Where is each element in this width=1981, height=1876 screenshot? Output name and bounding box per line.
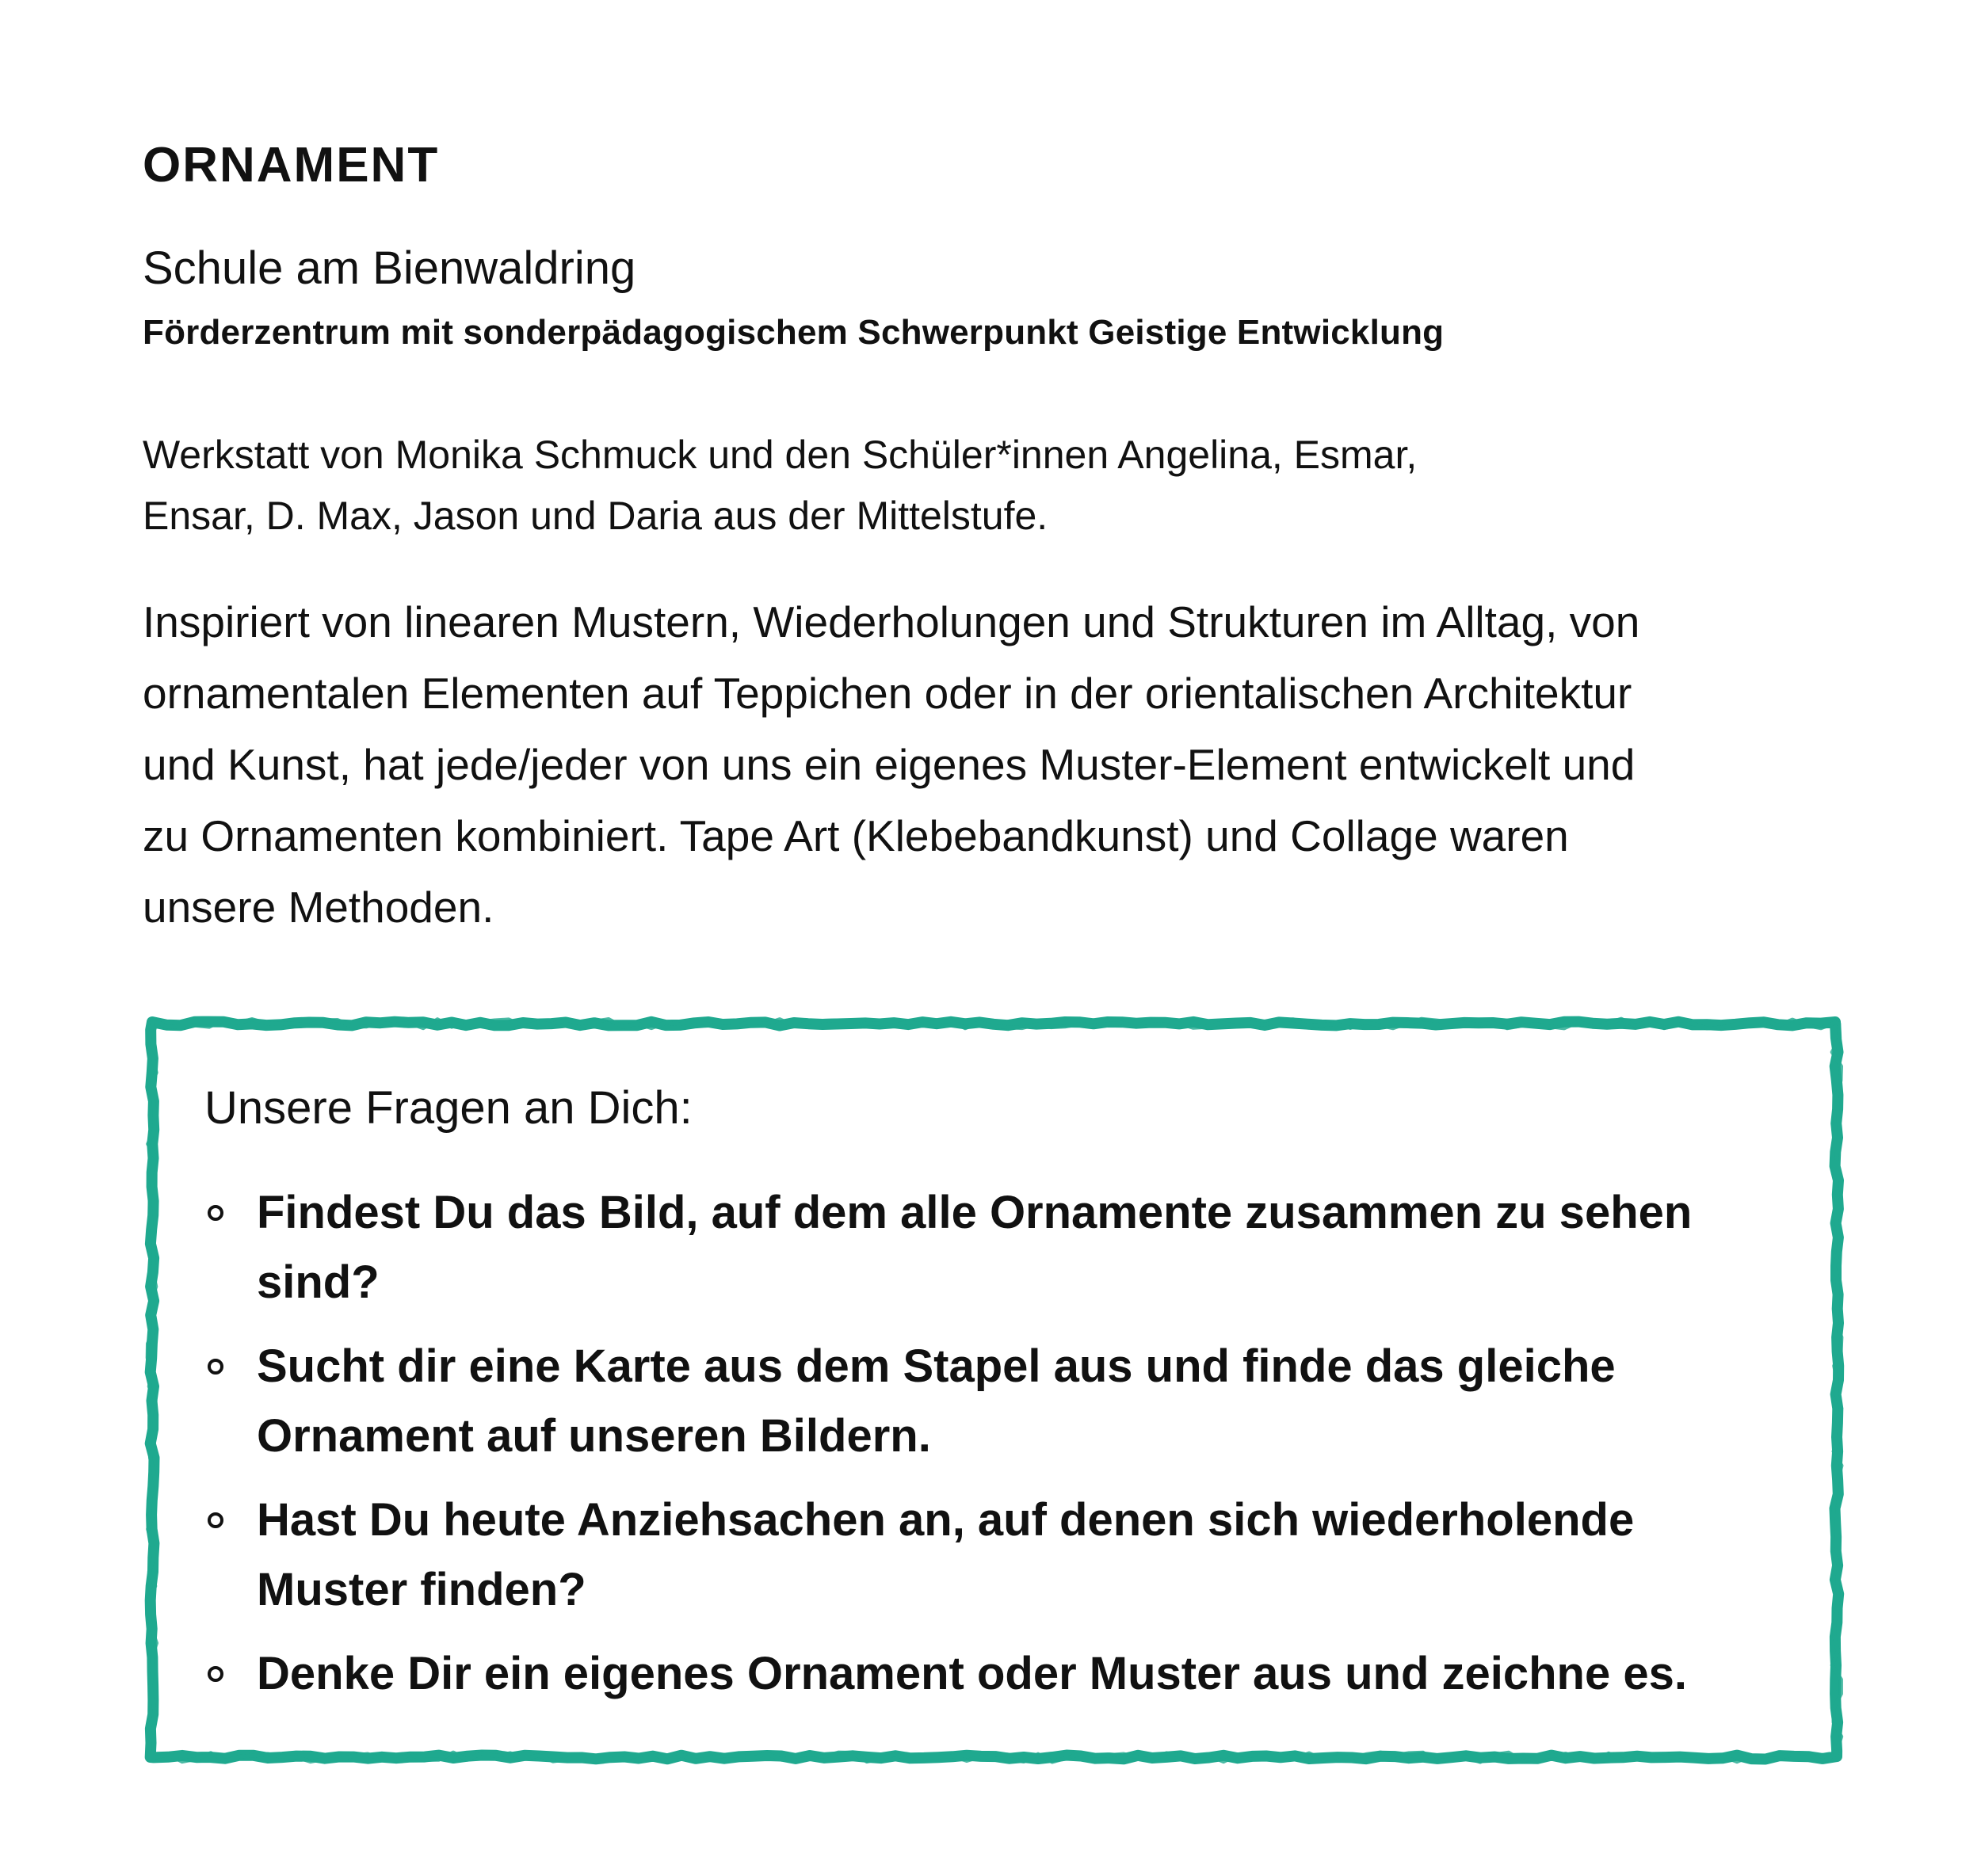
question-line: Sucht dir eine Karte aus dem Stapel aus und finde das gleiche bbox=[257, 1340, 1616, 1392]
intro-line: zu Ornamenten kombiniert. Tape Art (Klebebandkunst) und Collage waren bbox=[143, 811, 1569, 860]
workshop-line: Werkstatt von Monika Schmuck und den Schüler*innen Angelina, Esmar, bbox=[143, 433, 1418, 477]
intro-line: und Kunst, hat jede/jeder von uns ein eigenes Muster-Element entwickelt und bbox=[143, 740, 1636, 789]
circle-bullet-icon bbox=[208, 1512, 223, 1528]
question-line: Ornament auf unseren Bildern. bbox=[257, 1410, 931, 1462]
questions-heading: Unsere Fragen an Dich: bbox=[204, 1082, 693, 1134]
page-title: ORNAMENT bbox=[143, 138, 440, 193]
intro-line: ornamentalen Elementen auf Teppichen oder in der orientalischen Architektur bbox=[143, 669, 1632, 718]
intro-line: Inspiriert von linearen Mustern, Wiederholungen und Strukturen im Alltag, von bbox=[143, 597, 1640, 646]
questions-list bbox=[204, 1178, 1821, 1723]
question-line: Denke Dir ein eigenes Ornament oder Muster aus und zeichne es. bbox=[257, 1648, 1687, 1699]
school-description: Förderzentrum mit sonderpädagogischem Schwerpunkt Geistige Entwicklung bbox=[143, 313, 1445, 352]
question-item bbox=[204, 1178, 1821, 1317]
questions-box bbox=[144, 1016, 1845, 1765]
workshop-credits bbox=[143, 425, 1727, 547]
question-item bbox=[204, 1485, 1821, 1625]
intro-paragraph bbox=[143, 586, 1854, 943]
circle-bullet-icon bbox=[208, 1359, 223, 1375]
school-name: Schule am Bienwaldring bbox=[143, 242, 636, 294]
intro-line: unsere Methoden. bbox=[143, 883, 494, 932]
question-line: sind? bbox=[257, 1256, 380, 1308]
workshop-line: Ensar, D. Max, Jason und Daria aus der Mittelstufe. bbox=[143, 494, 1048, 538]
circle-bullet-icon bbox=[208, 1205, 223, 1221]
question-line: Findest Du das Bild, auf dem alle Ornamente zusammen zu sehen bbox=[257, 1187, 1693, 1238]
question-line: Muster finden? bbox=[257, 1564, 586, 1615]
question-item bbox=[204, 1332, 1821, 1471]
question-item bbox=[204, 1639, 1821, 1709]
question-line: Hast Du heute Anziehsachen an, auf denen sich wiederholende bbox=[257, 1494, 1635, 1546]
circle-bullet-icon bbox=[208, 1666, 223, 1682]
